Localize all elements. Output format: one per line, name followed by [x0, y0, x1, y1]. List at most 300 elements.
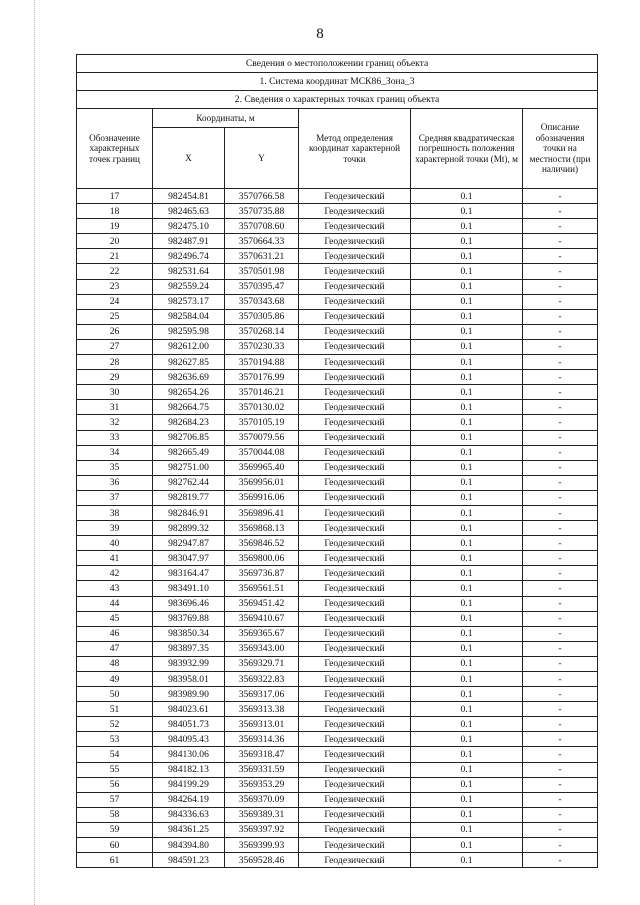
header-description: Описание обозначения точки на местности (при наличии)	[523, 109, 598, 189]
method: Геодезический	[299, 626, 411, 641]
point-number: 22	[77, 264, 153, 279]
method: Геодезический	[299, 355, 411, 370]
boundary-points-table	[76, 54, 598, 868]
accuracy-value: 0.1	[411, 747, 523, 762]
coord-x: 982684.23	[153, 415, 225, 430]
method: Геодезический	[299, 747, 411, 762]
accuracy-value: 0.1	[411, 279, 523, 294]
accuracy-value: 0.1	[411, 234, 523, 249]
description: -	[523, 430, 598, 445]
method: Геодезический	[299, 370, 411, 385]
accuracy-value: 0.1	[411, 702, 523, 717]
point-number: 58	[77, 807, 153, 822]
description: -	[523, 339, 598, 354]
accuracy-value: 0.1	[411, 355, 523, 370]
description: -	[523, 641, 598, 656]
method: Геодезический	[299, 566, 411, 581]
description: -	[523, 324, 598, 339]
coord-x: 982496.74	[153, 249, 225, 264]
accuracy-value: 0.1	[411, 324, 523, 339]
coord-y: 3569370.09	[225, 792, 299, 807]
description: -	[523, 807, 598, 822]
table-row	[77, 672, 598, 687]
table-row	[77, 762, 598, 777]
table-row	[77, 822, 598, 837]
coord-x: 984199.29	[153, 777, 225, 792]
point-number: 40	[77, 536, 153, 551]
accuracy-value: 0.1	[411, 717, 523, 732]
point-number: 31	[77, 400, 153, 415]
coord-x: 984182.13	[153, 762, 225, 777]
coord-x: 983696.46	[153, 596, 225, 611]
description: -	[523, 279, 598, 294]
coord-y: 3570395.47	[225, 279, 299, 294]
method: Геодезический	[299, 611, 411, 626]
coord-x: 982584.04	[153, 309, 225, 324]
point-number: 26	[77, 324, 153, 339]
point-number: 42	[77, 566, 153, 581]
table-row	[77, 279, 598, 294]
accuracy-value: 0.1	[411, 490, 523, 505]
coord-y: 3569317.06	[225, 687, 299, 702]
table-row	[77, 324, 598, 339]
coord-y: 3569397.92	[225, 822, 299, 837]
table-row	[77, 551, 598, 566]
coord-x: 982762.44	[153, 475, 225, 490]
point-number: 25	[77, 309, 153, 324]
coord-x: 982531.64	[153, 264, 225, 279]
method: Геодезический	[299, 505, 411, 520]
description: -	[523, 777, 598, 792]
accuracy-value: 0.1	[411, 853, 523, 868]
coord-x: 982819.77	[153, 490, 225, 505]
method: Геодезический	[299, 732, 411, 747]
coord-x: 984095.43	[153, 732, 225, 747]
method: Геодезический	[299, 822, 411, 837]
coord-x: 982475.10	[153, 219, 225, 234]
accuracy-value: 0.1	[411, 204, 523, 219]
accuracy-value: 0.1	[411, 400, 523, 415]
header-point: Обозначение характерных точек границ	[77, 109, 153, 189]
point-number: 37	[77, 490, 153, 505]
point-number: 47	[77, 641, 153, 656]
method: Геодезический	[299, 445, 411, 460]
description: -	[523, 189, 598, 204]
point-number: 60	[77, 838, 153, 853]
point-number: 44	[77, 596, 153, 611]
point-number: 53	[77, 732, 153, 747]
coord-x: 982573.17	[153, 294, 225, 309]
coord-y: 3570230.33	[225, 339, 299, 354]
description: -	[523, 249, 598, 264]
coord-y: 3569399.93	[225, 838, 299, 853]
table-row	[77, 687, 598, 702]
coord-y: 3570268.14	[225, 324, 299, 339]
table-row	[77, 641, 598, 656]
coord-x: 983491.10	[153, 581, 225, 596]
point-number: 45	[77, 611, 153, 626]
coord-x: 982665.49	[153, 445, 225, 460]
description: -	[523, 536, 598, 551]
coord-x: 983850.34	[153, 626, 225, 641]
point-number: 23	[77, 279, 153, 294]
method: Геодезический	[299, 324, 411, 339]
section-title: 2. Сведения о характерных точках границ объекта	[77, 91, 598, 109]
accuracy-value: 0.1	[411, 370, 523, 385]
accuracy-value: 0.1	[411, 249, 523, 264]
table-row	[77, 702, 598, 717]
accuracy-value: 0.1	[411, 309, 523, 324]
page-number: 8	[316, 26, 324, 42]
description: -	[523, 264, 598, 279]
description: -	[523, 370, 598, 385]
table-row	[77, 355, 598, 370]
accuracy-value: 0.1	[411, 460, 523, 475]
coord-y: 3569896.41	[225, 505, 299, 520]
scan-margin-line	[34, 0, 36, 905]
description: -	[523, 415, 598, 430]
accuracy-value: 0.1	[411, 566, 523, 581]
method: Геодезический	[299, 521, 411, 536]
table-row	[77, 596, 598, 611]
accuracy-value: 0.1	[411, 445, 523, 460]
point-number: 39	[77, 521, 153, 536]
accuracy-value: 0.1	[411, 656, 523, 671]
point-number: 20	[77, 234, 153, 249]
coord-y: 3570130.02	[225, 400, 299, 415]
coord-x: 984130.06	[153, 747, 225, 762]
coord-y: 3569389.31	[225, 807, 299, 822]
table-row	[77, 807, 598, 822]
coord-y: 3569846.52	[225, 536, 299, 551]
table-row	[77, 838, 598, 853]
point-number: 38	[77, 505, 153, 520]
method: Геодезический	[299, 294, 411, 309]
table-row	[77, 294, 598, 309]
accuracy-value: 0.1	[411, 581, 523, 596]
point-number: 46	[77, 626, 153, 641]
description: -	[523, 490, 598, 505]
coord-y: 3569329.71	[225, 656, 299, 671]
method: Геодезический	[299, 309, 411, 324]
description: -	[523, 445, 598, 460]
coord-x: 982465.63	[153, 204, 225, 219]
coordinate-system: 1. Система координат МСК86_Зона_3	[77, 73, 598, 91]
point-number: 54	[77, 747, 153, 762]
accuracy-value: 0.1	[411, 596, 523, 611]
coord-x: 982595.98	[153, 324, 225, 339]
method: Геодезический	[299, 777, 411, 792]
table-row	[77, 853, 598, 868]
coord-y: 3570044.08	[225, 445, 299, 460]
coord-y: 3569736.87	[225, 566, 299, 581]
header-accuracy: Средняя квадратическая погрешность положения характерной точки (Mt), м	[411, 109, 523, 189]
table-row	[77, 611, 598, 626]
coord-y: 3570664.33	[225, 234, 299, 249]
method: Геодезический	[299, 717, 411, 732]
accuracy-value: 0.1	[411, 551, 523, 566]
coord-x: 983932.99	[153, 656, 225, 671]
description: -	[523, 294, 598, 309]
description: -	[523, 792, 598, 807]
coord-x: 982947.87	[153, 536, 225, 551]
coord-y: 3570105.19	[225, 415, 299, 430]
table-row	[77, 370, 598, 385]
table-row	[77, 415, 598, 430]
coord-y: 3569318.47	[225, 747, 299, 762]
table-row	[77, 505, 598, 520]
method: Геодезический	[299, 249, 411, 264]
header-coordinates: Координаты, м	[153, 109, 299, 128]
point-number: 52	[77, 717, 153, 732]
method: Геодезический	[299, 792, 411, 807]
description: -	[523, 687, 598, 702]
method: Геодезический	[299, 687, 411, 702]
description: -	[523, 672, 598, 687]
coord-y: 3569916.06	[225, 490, 299, 505]
point-number: 59	[77, 822, 153, 837]
description: -	[523, 626, 598, 641]
table-row	[77, 460, 598, 475]
accuracy-value: 0.1	[411, 732, 523, 747]
coord-x: 984336.63	[153, 807, 225, 822]
table-row	[77, 566, 598, 581]
description: -	[523, 822, 598, 837]
point-number: 18	[77, 204, 153, 219]
accuracy-value: 0.1	[411, 505, 523, 520]
description: -	[523, 551, 598, 566]
table-title: Сведения о местоположении границ объекта	[77, 55, 598, 73]
accuracy-value: 0.1	[411, 294, 523, 309]
description: -	[523, 581, 598, 596]
coord-x: 984051.73	[153, 717, 225, 732]
header-method: Метод определения координат характерной точки	[299, 109, 411, 189]
point-number: 55	[77, 762, 153, 777]
coord-x: 983047.97	[153, 551, 225, 566]
coord-y: 3570631.21	[225, 249, 299, 264]
coord-x: 984361.25	[153, 822, 225, 837]
table-row	[77, 445, 598, 460]
point-number: 36	[77, 475, 153, 490]
method: Геодезический	[299, 279, 411, 294]
description: -	[523, 460, 598, 475]
coord-y: 3569322.83	[225, 672, 299, 687]
point-number: 29	[77, 370, 153, 385]
coord-y: 3569331.59	[225, 762, 299, 777]
accuracy-value: 0.1	[411, 762, 523, 777]
coord-y: 3570146.21	[225, 385, 299, 400]
method: Геодезический	[299, 536, 411, 551]
coord-x: 982654.26	[153, 385, 225, 400]
description: -	[523, 656, 598, 671]
point-number: 32	[77, 415, 153, 430]
coord-y: 3569410.67	[225, 611, 299, 626]
table-row	[77, 536, 598, 551]
accuracy-value: 0.1	[411, 687, 523, 702]
coord-x: 982627.85	[153, 355, 225, 370]
point-number: 27	[77, 339, 153, 354]
description: -	[523, 400, 598, 415]
point-number: 34	[77, 445, 153, 460]
point-number: 21	[77, 249, 153, 264]
coord-y: 3569365.67	[225, 626, 299, 641]
method: Геодезический	[299, 189, 411, 204]
point-number: 48	[77, 656, 153, 671]
method: Геодезический	[299, 385, 411, 400]
table-row	[77, 626, 598, 641]
accuracy-value: 0.1	[411, 626, 523, 641]
coord-x: 982559.24	[153, 279, 225, 294]
accuracy-value: 0.1	[411, 415, 523, 430]
method: Геодезический	[299, 400, 411, 415]
point-number: 56	[77, 777, 153, 792]
table-row	[77, 656, 598, 671]
point-number: 41	[77, 551, 153, 566]
method: Геодезический	[299, 702, 411, 717]
coord-y: 3569561.51	[225, 581, 299, 596]
method: Геодезический	[299, 672, 411, 687]
table-row	[77, 581, 598, 596]
point-number: 35	[77, 460, 153, 475]
accuracy-value: 0.1	[411, 339, 523, 354]
table-row	[77, 204, 598, 219]
method: Геодезический	[299, 596, 411, 611]
point-number: 43	[77, 581, 153, 596]
method: Геодезический	[299, 641, 411, 656]
table-row	[77, 732, 598, 747]
description: -	[523, 762, 598, 777]
accuracy-value: 0.1	[411, 838, 523, 853]
coord-y: 3569343.00	[225, 641, 299, 656]
coord-x: 982487.91	[153, 234, 225, 249]
table-row	[77, 475, 598, 490]
coord-y: 3570176.99	[225, 370, 299, 385]
coord-x: 982751.00	[153, 460, 225, 475]
method: Геодезический	[299, 807, 411, 822]
accuracy-value: 0.1	[411, 189, 523, 204]
point-number: 49	[77, 672, 153, 687]
method: Геодезический	[299, 581, 411, 596]
method: Геодезический	[299, 339, 411, 354]
method: Геодезический	[299, 551, 411, 566]
method: Геодезический	[299, 838, 411, 853]
coord-x: 983958.01	[153, 672, 225, 687]
description: -	[523, 385, 598, 400]
table-row	[77, 189, 598, 204]
description: -	[523, 355, 598, 370]
accuracy-value: 0.1	[411, 807, 523, 822]
description: -	[523, 717, 598, 732]
description: -	[523, 204, 598, 219]
coord-y: 3569313.01	[225, 717, 299, 732]
coord-y: 3569800.06	[225, 551, 299, 566]
description: -	[523, 611, 598, 626]
coord-x: 983897.35	[153, 641, 225, 656]
coord-y: 3569868.13	[225, 521, 299, 536]
accuracy-value: 0.1	[411, 792, 523, 807]
method: Геодезический	[299, 234, 411, 249]
table-row	[77, 490, 598, 505]
description: -	[523, 566, 598, 581]
point-number: 51	[77, 702, 153, 717]
coord-y: 3570501.98	[225, 264, 299, 279]
description: -	[523, 747, 598, 762]
point-number: 19	[77, 219, 153, 234]
description: -	[523, 234, 598, 249]
description: -	[523, 505, 598, 520]
point-number: 33	[77, 430, 153, 445]
method: Геодезический	[299, 475, 411, 490]
point-number: 28	[77, 355, 153, 370]
accuracy-value: 0.1	[411, 822, 523, 837]
coord-y: 3569451.42	[225, 596, 299, 611]
accuracy-value: 0.1	[411, 672, 523, 687]
coord-y: 3570305.86	[225, 309, 299, 324]
table-row	[77, 717, 598, 732]
description: -	[523, 853, 598, 868]
coord-y: 3569528.46	[225, 853, 299, 868]
table-row	[77, 234, 598, 249]
coord-x: 984394.80	[153, 838, 225, 853]
coord-y: 3570708.60	[225, 219, 299, 234]
coord-x: 984591.23	[153, 853, 225, 868]
accuracy-value: 0.1	[411, 611, 523, 626]
point-number: 57	[77, 792, 153, 807]
table-row	[77, 309, 598, 324]
coord-y: 3570735.88	[225, 204, 299, 219]
coord-y: 3569965.40	[225, 460, 299, 475]
table-row	[77, 400, 598, 415]
header-x: X	[153, 128, 225, 189]
method: Геодезический	[299, 204, 411, 219]
coord-y: 3570766.58	[225, 189, 299, 204]
method: Геодезический	[299, 264, 411, 279]
method: Геодезический	[299, 460, 411, 475]
description: -	[523, 219, 598, 234]
coord-x: 982636.69	[153, 370, 225, 385]
accuracy-value: 0.1	[411, 475, 523, 490]
accuracy-value: 0.1	[411, 777, 523, 792]
coord-x: 982664.75	[153, 400, 225, 415]
table-row	[77, 777, 598, 792]
table-row	[77, 339, 598, 354]
coord-y: 3569353.29	[225, 777, 299, 792]
coord-x: 984023.61	[153, 702, 225, 717]
point-number: 24	[77, 294, 153, 309]
table-row	[77, 219, 598, 234]
coord-x: 982846.91	[153, 505, 225, 520]
accuracy-value: 0.1	[411, 219, 523, 234]
coord-y: 3570343.68	[225, 294, 299, 309]
coord-y: 3569956.01	[225, 475, 299, 490]
point-number: 61	[77, 853, 153, 868]
method: Геодезический	[299, 656, 411, 671]
point-number: 50	[77, 687, 153, 702]
accuracy-value: 0.1	[411, 536, 523, 551]
coord-x: 983164.47	[153, 566, 225, 581]
coord-x: 983769.88	[153, 611, 225, 626]
header-y: Y	[225, 128, 299, 189]
point-number: 17	[77, 189, 153, 204]
method: Геодезический	[299, 219, 411, 234]
description: -	[523, 309, 598, 324]
accuracy-value: 0.1	[411, 521, 523, 536]
coord-x: 983989.90	[153, 687, 225, 702]
description: -	[523, 521, 598, 536]
coord-x: 982706.85	[153, 430, 225, 445]
coord-x: 982899.32	[153, 521, 225, 536]
table-row	[77, 747, 598, 762]
